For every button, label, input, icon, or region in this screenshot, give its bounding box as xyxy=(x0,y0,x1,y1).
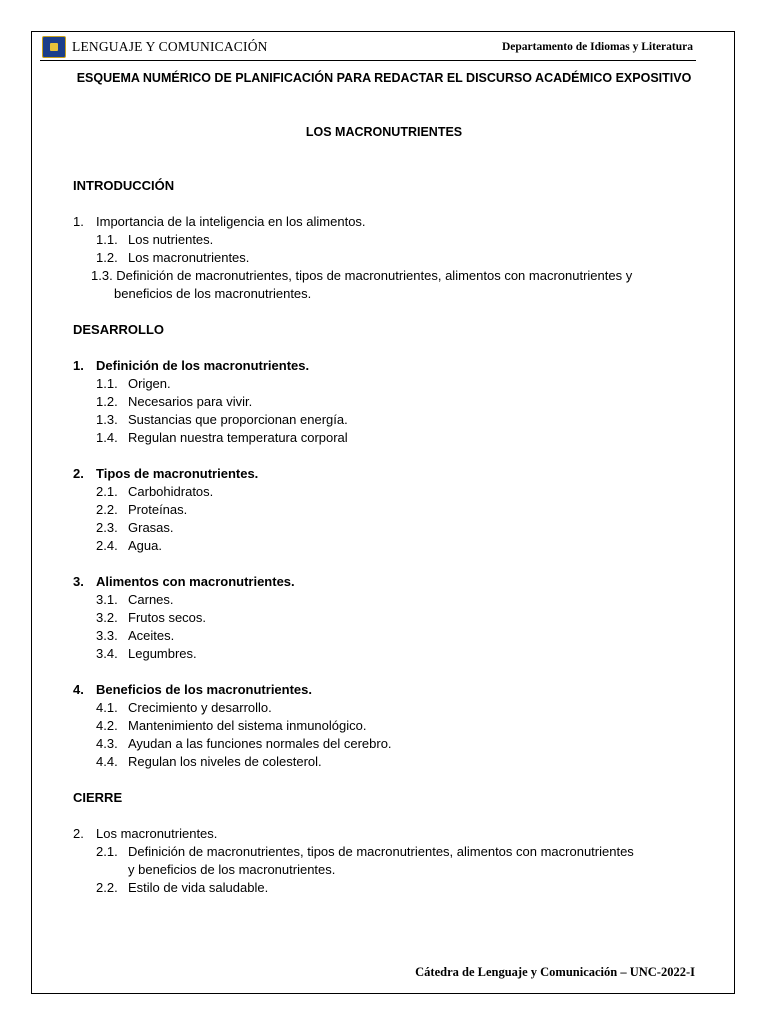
list-item xyxy=(73,249,703,267)
item-text: Los macronutrientes. xyxy=(128,250,250,265)
item-text: Definición de los macronutrientes. xyxy=(96,358,310,373)
item-number: 4.4. xyxy=(96,754,118,769)
list-item xyxy=(73,429,703,447)
list-item xyxy=(73,699,703,717)
list-item xyxy=(73,735,703,753)
item-text: Beneficios de los macronutrientes. xyxy=(96,682,313,697)
item-number: 1.2. xyxy=(96,250,118,265)
list-item xyxy=(73,393,703,411)
item-number: 1.2. xyxy=(96,394,118,409)
item-text: Mantenimiento del sistema inmunológico. xyxy=(128,718,367,733)
list-item xyxy=(73,267,703,285)
list-item xyxy=(73,591,703,609)
item-text: Estilo de vida saludable. xyxy=(128,880,269,895)
item-number: 3.2. xyxy=(96,610,118,625)
item-number: 3. xyxy=(73,574,84,589)
item-text: Importancia de la inteligencia en los alimentos. xyxy=(96,214,366,229)
item-text: Alimentos con macronutrientes. xyxy=(96,574,295,589)
list-item xyxy=(73,645,703,663)
item-text: Ayudan a las funciones normales del cerebro. xyxy=(128,736,392,751)
item-number: 2. xyxy=(73,466,84,481)
item-number: 1.1. xyxy=(96,232,118,247)
list-item xyxy=(73,519,703,537)
list-item xyxy=(73,501,703,519)
item-number: 2.3. xyxy=(96,520,118,535)
list-item xyxy=(73,537,703,555)
list-item xyxy=(73,627,703,645)
item-text: Grasas. xyxy=(128,520,174,535)
item-text: Crecimiento y desarrollo. xyxy=(128,700,272,715)
list-item xyxy=(73,825,703,843)
item-text: Los macronutrientes. xyxy=(96,826,218,841)
item-text: Sustancias que proporcionan energía. xyxy=(128,412,348,427)
page-header xyxy=(40,36,696,61)
section-heading-cierre: CIERRE xyxy=(73,790,123,805)
item-number: 2.1. xyxy=(96,484,118,499)
item-number: 3.4. xyxy=(96,646,118,661)
item-number: 1. xyxy=(73,214,84,229)
item-number: 2.2. xyxy=(96,502,118,517)
list-item xyxy=(73,609,703,627)
list-item xyxy=(73,231,703,249)
item-text: beneficios de los macronutrientes. xyxy=(114,286,312,301)
list-item xyxy=(73,465,703,483)
section-heading-desarrollo: DESARROLLO xyxy=(73,322,164,337)
item-number: 2.1. xyxy=(96,844,118,859)
list-item xyxy=(73,753,703,771)
item-text: Legumbres. xyxy=(128,646,197,661)
item-number: 1.3. xyxy=(96,412,118,427)
list-item xyxy=(73,681,703,699)
list-item xyxy=(73,843,703,861)
list-item-continuation xyxy=(73,285,703,303)
list-item xyxy=(73,411,703,429)
list-item xyxy=(73,717,703,735)
item-text: Regulan los niveles de colesterol. xyxy=(128,754,322,769)
list-item xyxy=(73,357,703,375)
list-item xyxy=(73,375,703,393)
item-number: 4.1. xyxy=(96,700,118,715)
item-text: 1.3. Definición de macronutrientes, tipos de macronutrientes, alimentos con macronutrientes y xyxy=(91,268,633,283)
item-number: 1.4. xyxy=(96,430,118,445)
item-text: Definición de macronutrientes, tipos de macronutrientes, alimentos con macronutrientes xyxy=(128,844,634,859)
item-number: 3.1. xyxy=(96,592,118,607)
item-text: Regulan nuestra temperatura corporal xyxy=(128,430,348,445)
item-text: Proteínas. xyxy=(128,502,188,517)
item-text: Carbohidratos. xyxy=(128,484,214,499)
list-item xyxy=(73,213,703,231)
item-text: Frutos secos. xyxy=(128,610,207,625)
item-text: Los nutrientes. xyxy=(128,232,214,247)
document-subtitle: LOS MACRONUTRIENTES xyxy=(305,125,463,139)
item-number: 2. xyxy=(73,826,84,841)
list-item xyxy=(73,879,703,897)
outline-body xyxy=(73,177,703,897)
item-number: 4. xyxy=(73,682,84,697)
item-text: Carnes. xyxy=(128,592,174,607)
department-name: Departamento de Idiomas y Literatura xyxy=(501,41,693,53)
item-number: 3.3. xyxy=(96,628,118,643)
item-number: 2.4. xyxy=(96,538,118,553)
item-text: Origen. xyxy=(128,376,171,391)
item-text: Agua. xyxy=(128,538,162,553)
page-footer: Cátedra de Lenguaje y Comunicación – UNC-2022-I xyxy=(415,965,695,979)
item-number: 4.3. xyxy=(96,736,118,751)
university-logo-icon xyxy=(42,36,66,58)
list-item-continuation xyxy=(73,861,703,879)
item-text: Tipos de macronutrientes. xyxy=(96,466,259,481)
list-item xyxy=(73,573,703,591)
item-number: 1.1. xyxy=(96,376,118,391)
document-title: ESQUEMA NUMÉRICO DE PLANIFICACIÓN PARA REDACTAR EL DISCURSO ACADÉMICO EXPOSITIVO xyxy=(76,71,692,85)
item-text: Aceites. xyxy=(128,628,175,643)
course-name: LENGUAJE Y COMUNICACIÓN xyxy=(72,39,268,54)
item-number: 4.2. xyxy=(96,718,118,733)
item-text: Necesarios para vivir. xyxy=(128,394,253,409)
item-number: 1. xyxy=(73,358,84,373)
list-item xyxy=(73,483,703,501)
item-text: y beneficios de los macronutrientes. xyxy=(128,862,336,877)
item-number: 2.2. xyxy=(96,880,118,895)
section-heading-intro: INTRODUCCIÓN xyxy=(73,178,175,193)
